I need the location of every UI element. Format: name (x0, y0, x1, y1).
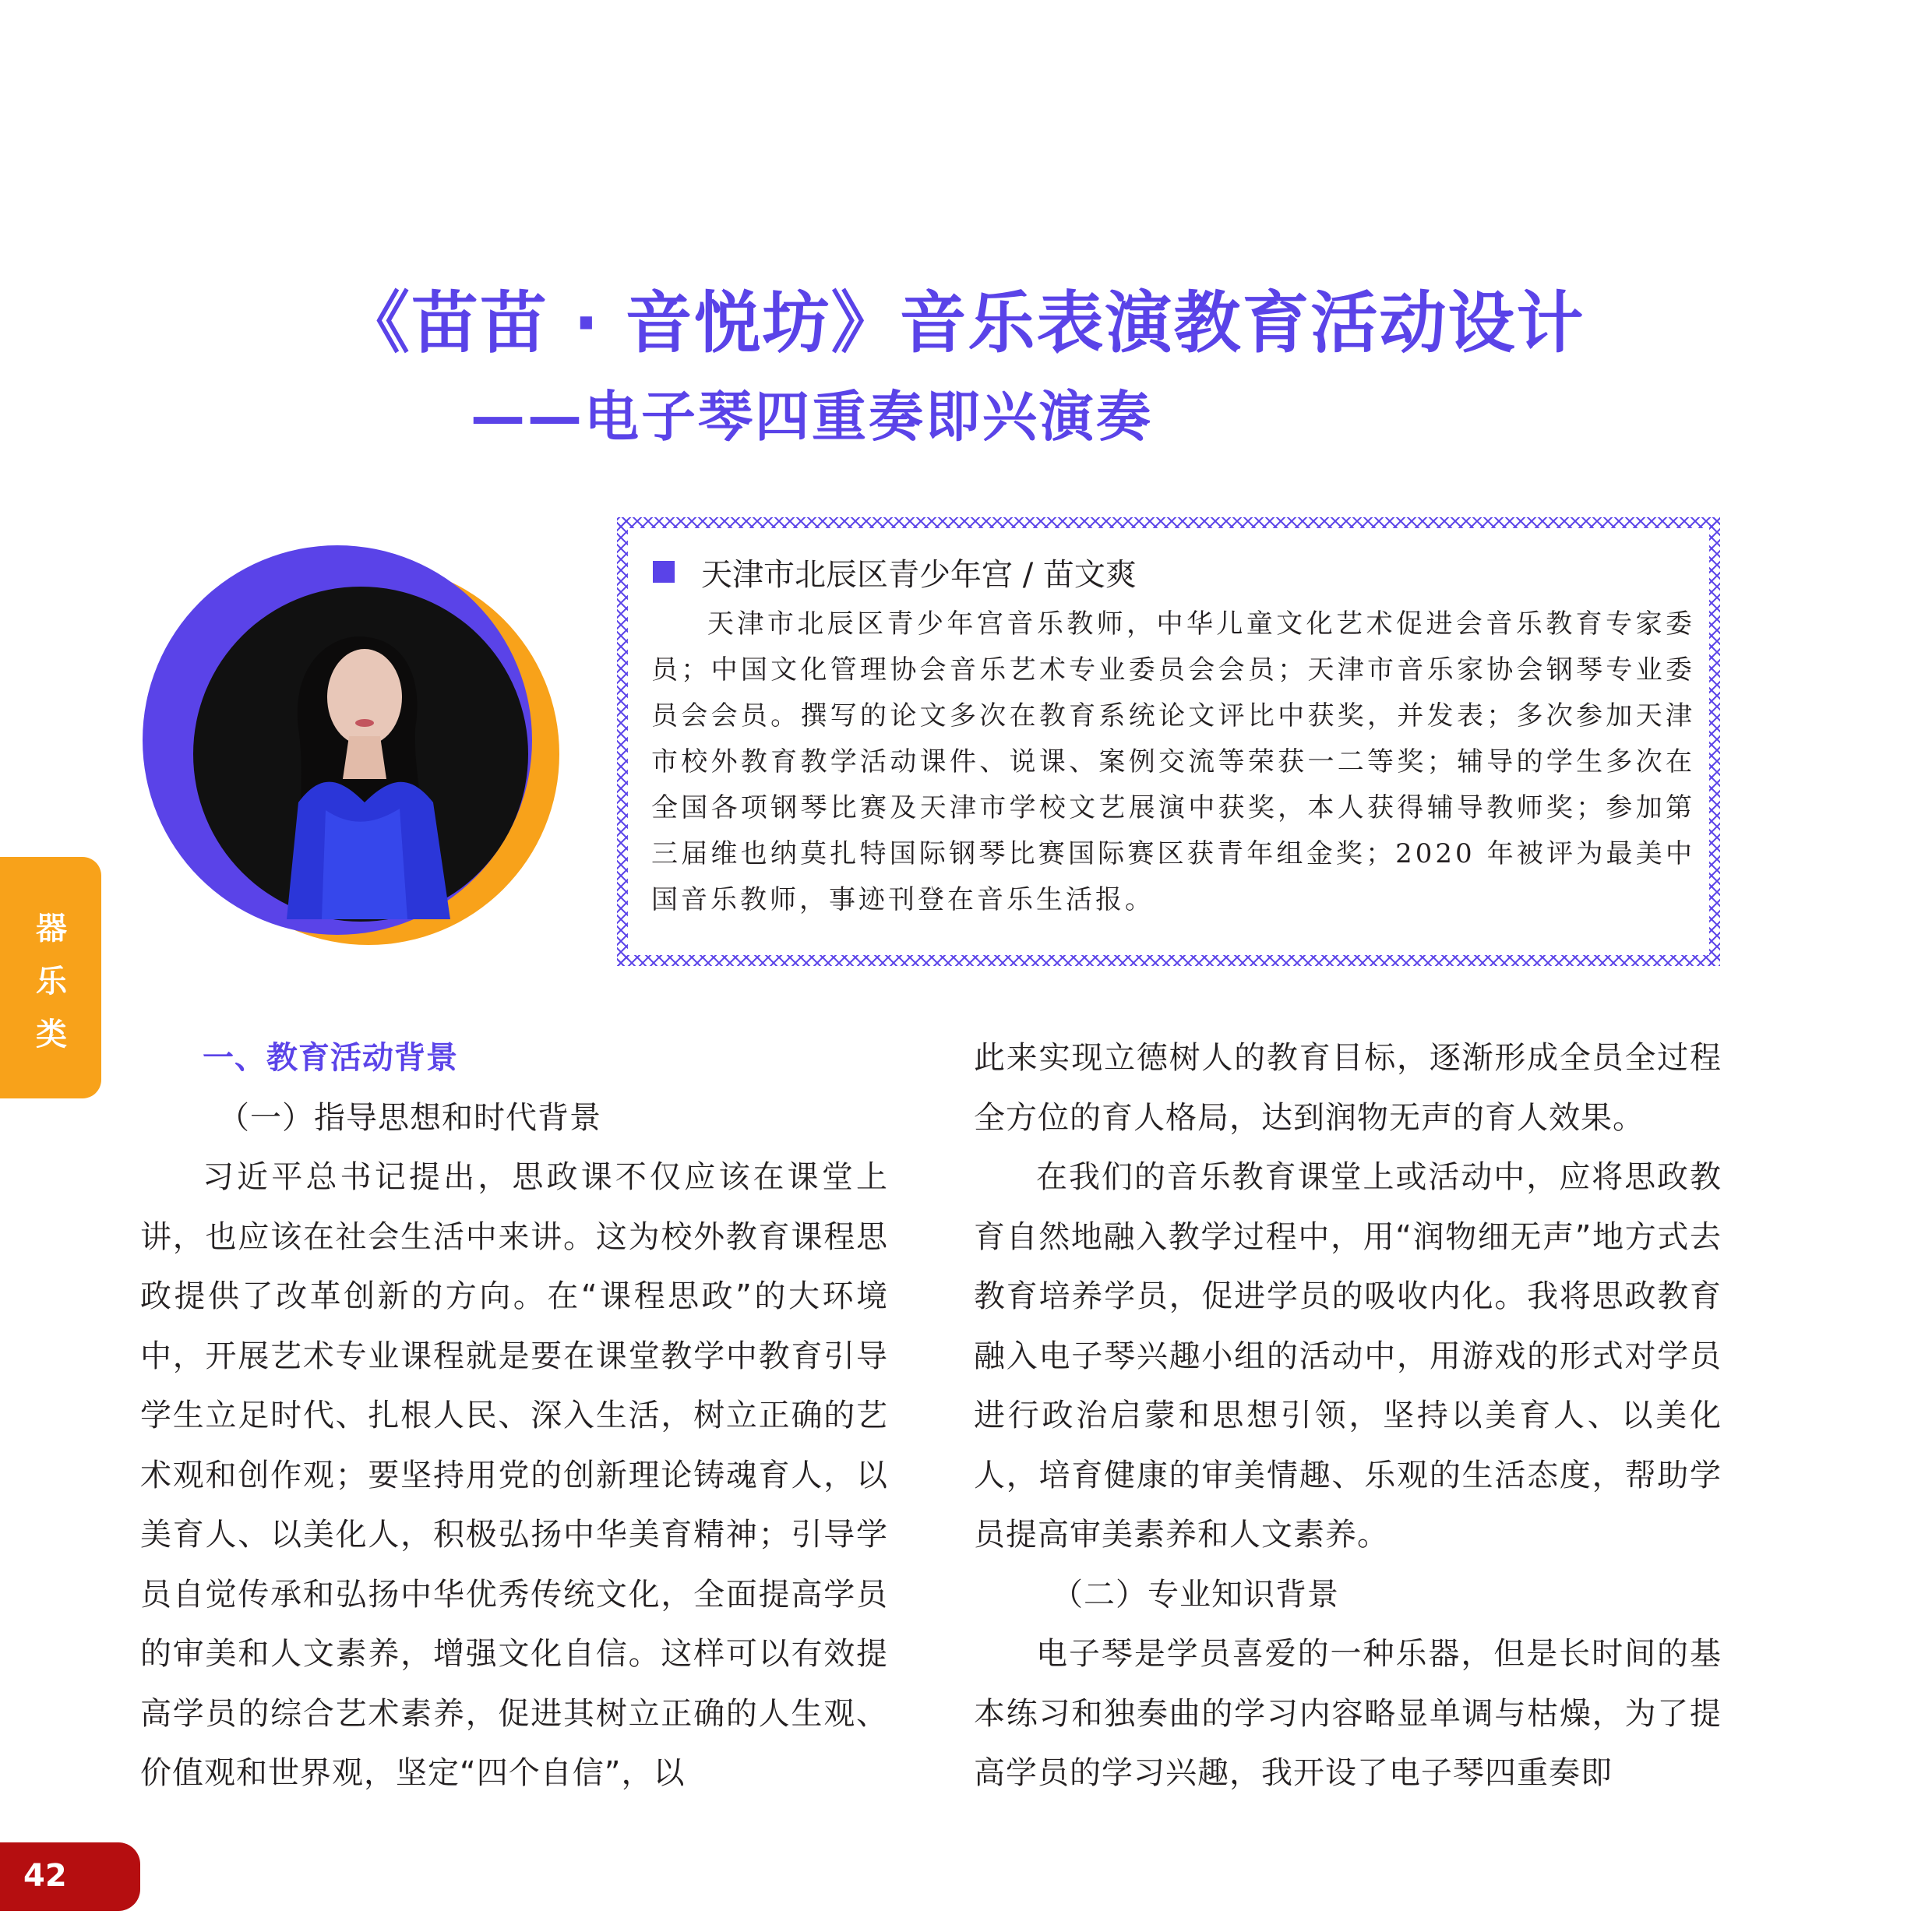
category-label (34, 902, 69, 1061)
author-portrait (139, 545, 575, 950)
category-char-1: 器 (36, 911, 67, 947)
category-char-2: 乐 (36, 964, 67, 999)
square-bullet-icon (653, 561, 675, 583)
subsection-heading-1: （一）指导思想和时代背景 (218, 1099, 601, 1136)
body-column-right (974, 1028, 1722, 1803)
body-paragraph: 在我们的音乐教育课堂上或活动中，应将思政教育自然地融入教学过程中，用“润物细无声”地方式去教育培养学员，促进学员的吸收内化。我将思政教育融入电子琴兴趣小组的活动中，用游戏的形式对学员进行政治启蒙和思想引领，坚持以美育人、以美化人，培育健康的审美情趣、乐观的生活态度，帮助学员提高审美素养和人文素养。 (974, 1159, 1722, 1553)
author-byline: 天津市北辰区青少年宫 / 苗文爽 (701, 556, 1137, 593)
page-number: 42 (23, 1858, 67, 1894)
author-byline-row (653, 547, 1137, 597)
article-subtitle: ——电子琴四重奏即兴演奏 (471, 385, 1153, 449)
body-column-left (140, 1028, 888, 1803)
author-bio-text: 天津市北辰区青少年宫音乐教师，中华儿童文化艺术促进会音乐教育专家委员；中国文化管理协会音乐艺术专业委员会会员；天津市音乐家协会钢琴专业委员会会员。撰写的论文多次在教育系统论文评比中获奖，并发表；多次参加天津市校外教育教学活动课件、说课、案例交流等荣获一二等奖；辅导的学生多次在全国各项钢琴比赛及天津市学校文艺展演中获奖，本人获得辅导教师奖；参加第三届维也纳莫扎特国际钢琴比赛国际赛区获青年组金奖；2020 年被评为最美中国音乐教师，事迹刊登在音乐生活报。 (651, 608, 1695, 915)
page-number-badge (0, 1842, 140, 1911)
category-char-3: 类 (36, 1017, 67, 1052)
subsection-heading-2: （二）专业知识背景 (1052, 1576, 1339, 1613)
body-paragraph: 此来实现立德树人的教育目标，逐渐形成全员全过程全方位的育人格局，达到润物无声的育人效果。 (974, 1040, 1722, 1136)
article-title: 《苗苗 · 音悦坊》音乐表演教育活动设计 (343, 284, 1585, 362)
body-paragraph: 电子琴是学员喜爱的一种乐器，但是长时间的基本练习和独奏曲的学习内容略显单调与枯燥，为了提高学员的学习兴趣，我开设了电子琴四重奏即 (974, 1636, 1722, 1791)
author-bio-box (615, 516, 1722, 968)
body-paragraph: 习近平总书记提出，思政课不仅应该在课堂上讲，也应该在社会生活中来讲。这为校外教育课程思政提供了改革创新的方向。在“课程思政”的大环境中，开展艺术专业课程就是要在课堂教学中教育引导学生立足时代、扎根人民、深入生活，树立正确的艺术观和创作观；要坚持用党的创新理论铸魂育人，以美育人、以美化人，积极弘扬中华美育精神；引导学员自觉传承和弘扬中华优秀传统文化，全面提高学员的审美和人文素养，增强文化自信。这样可以有效提高学员的综合艺术素养，促进其树立正确的人生观、价值观和世界观，坚定“四个自信”，以 (140, 1159, 888, 1791)
section-heading: 一、教育活动背景 (203, 1040, 458, 1076)
